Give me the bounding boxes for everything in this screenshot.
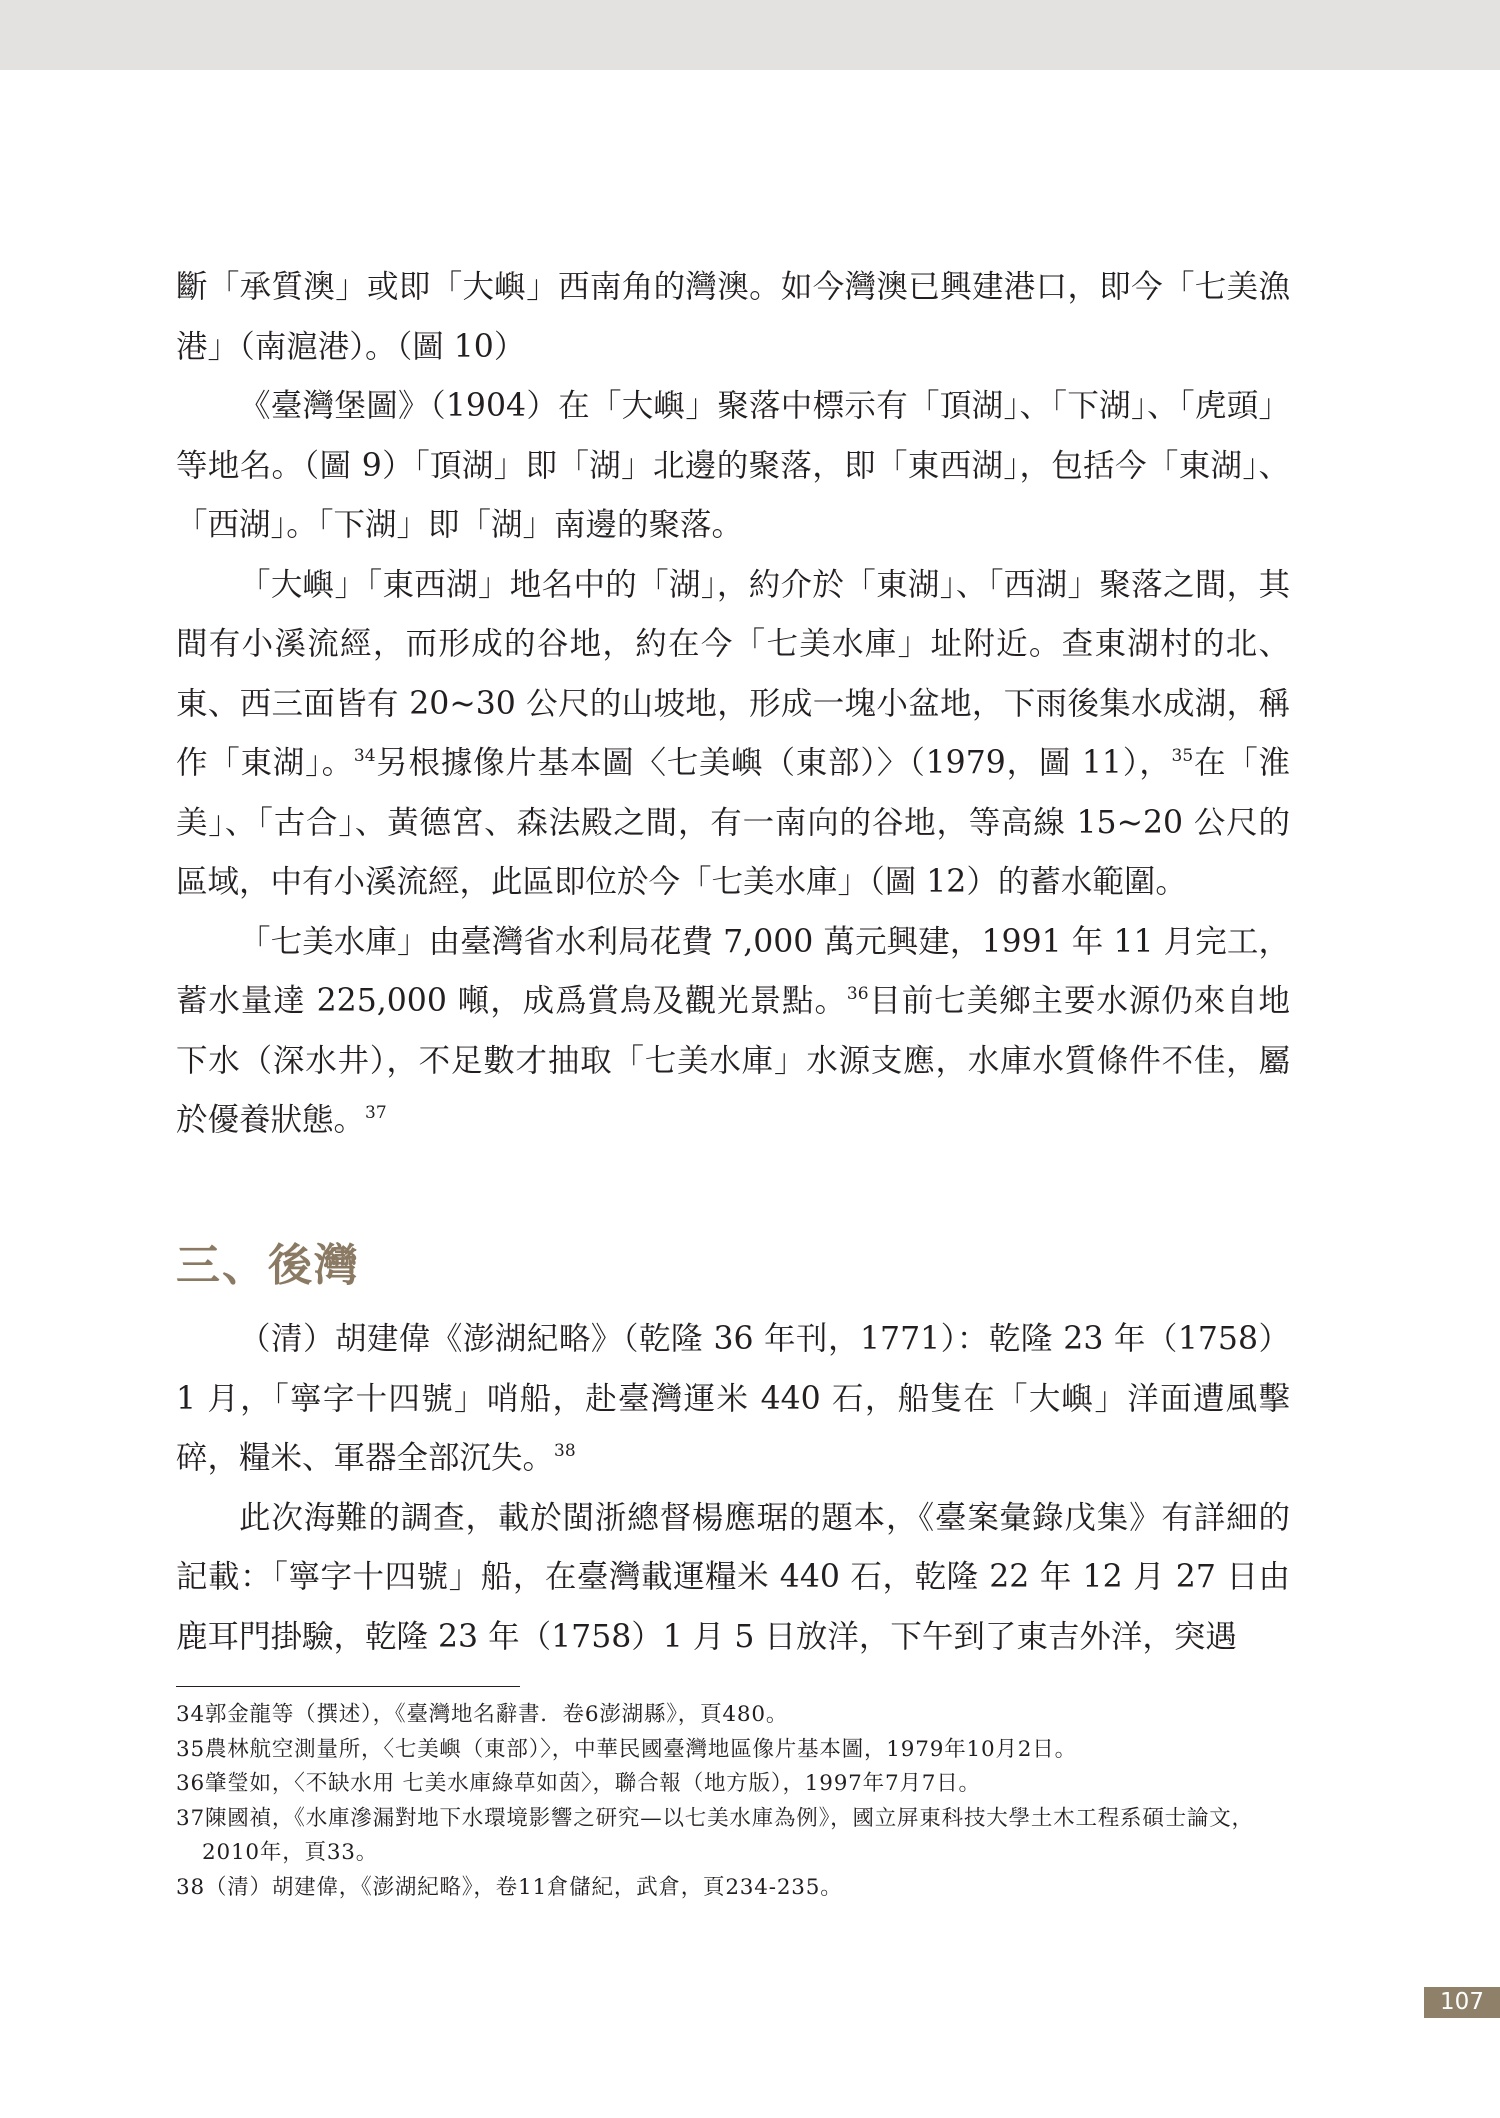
footnote-ref-37: 37 bbox=[365, 1103, 387, 1123]
paragraph-4-part-1: 「七美水庫」由臺灣省水利局花費 7,000 萬元興建，1991 年 11 月完工，蓄水量達 225,000 噸，成爲賞鳥及觀光景點。 bbox=[176, 923, 1290, 1019]
footnote-35: 35農林航空測量所，〈七美嶼（東部）〉，中華民國臺灣地區像片基本圖，1979年10月2日。 bbox=[176, 1736, 1077, 1762]
paragraph-3-part-2: 另根據像片基本圖〈七美嶼（東部）〉（1979，圖 11）， bbox=[375, 745, 1172, 781]
footnotes bbox=[176, 1698, 1296, 1905]
section-paragraph-1-text: （清）胡建偉《澎湖紀略》（乾隆 36 年刊，1771）：乾隆 23 年（1758）1 月，「寧字十四號」哨船，赴臺灣運米 440 石，船隻在「大嶼」洋面遭風擊碎，糧米、軍器全部沉失。 bbox=[176, 1321, 1290, 1476]
top-margin-band bbox=[0, 0, 1500, 70]
footnote-36: 36肇瑩如，〈不缺水用 七美水庫綠草如茵〉，聯合報（地方版），1997年7月7日。 bbox=[176, 1771, 981, 1796]
section-paragraph-2: 此次海難的調查，載於閩浙總督楊應琚的題本，《臺案彙錄戊集》有詳細的記載：「寧字十四號」船，在臺灣載運糧米 440 石，乾隆 22 年 12 月 27 日由鹿耳門掛驗，乾隆 23 年（1758）1 月 5 日放洋，下午到了東吉外洋，突遇 bbox=[176, 1499, 1290, 1655]
footnote-divider bbox=[176, 1686, 520, 1687]
paragraph-3-part-1: 「大嶼」「東西湖」地名中的「湖」，約介於「東湖」、「西湖」聚落之間，其間有小溪流經，而形成的谷地，約在今「七美水庫」址附近。查東湖村的北、東、西三面皆有 20~30 公尺的山坡地，形成一塊小盆地，下雨後集水成湖，稱作「東湖」。 bbox=[176, 566, 1290, 781]
section-body-text bbox=[176, 1310, 1290, 1667]
section-paragraph-1 bbox=[176, 1310, 1290, 1489]
section-heading: 三、後灣 bbox=[176, 1240, 360, 1291]
page-number: 107 bbox=[1424, 1987, 1500, 2018]
paragraph-1: 斷「承質澳」或即「大嶼」西南角的灣澳。如今灣澳已興建港口，即今「七美漁港」（南滬港）。（圖 10） bbox=[176, 269, 1290, 365]
paragraph-3 bbox=[176, 556, 1290, 913]
main-body-text bbox=[176, 258, 1290, 1151]
paragraph-4-part-2: 目前七美鄉主要水源仍來自地下水（深水井），不足數才抽取「七美水庫」水源支應，水庫水質條件不佳，屬於優養狀態。 bbox=[176, 983, 1290, 1138]
footnote-37: 37陳國禎，《水庫滲漏對地下水環境影響之研究—以七美水庫為例》，國立屏東科技大學土木工程系碩士論文，2010年，頁33。 bbox=[176, 1805, 1254, 1865]
footnote-ref-36: 36 bbox=[846, 984, 869, 1004]
paragraph-2: 《臺灣堡圖》（1904）在「大嶼」聚落中標示有「頂湖」、「下湖」、「虎頭」等地名。（圖 9）「頂湖」即「湖」北邊的聚落，即「東西湖」，包括今「東湖」、「西湖」。「下湖」即「湖」南邊的聚落。 bbox=[176, 388, 1290, 543]
footnote-34: 34郭金龍等（撰述），《臺灣地名辭書．卷6澎湖縣》，頁480。 bbox=[176, 1702, 789, 1727]
footnote-38: 38（清）胡建偉，《澎湖紀略》，卷11倉儲紀，武倉，頁234-235。 bbox=[176, 1874, 843, 1900]
footnote-ref-38: 38 bbox=[554, 1441, 576, 1461]
footnote-ref-35: 35 bbox=[1171, 746, 1194, 766]
paragraph-4 bbox=[176, 913, 1290, 1151]
footnote-ref-34: 34 bbox=[353, 746, 376, 766]
paragraph-3-part-3: 在「淮美」、「古合」、黃德宮、森法殿之間，有一南向的谷地，等高線 15~20 公尺的區域，中有小溪流經，此區即位於今「七美水庫」（圖 12）的蓄水範圍。 bbox=[176, 745, 1290, 900]
